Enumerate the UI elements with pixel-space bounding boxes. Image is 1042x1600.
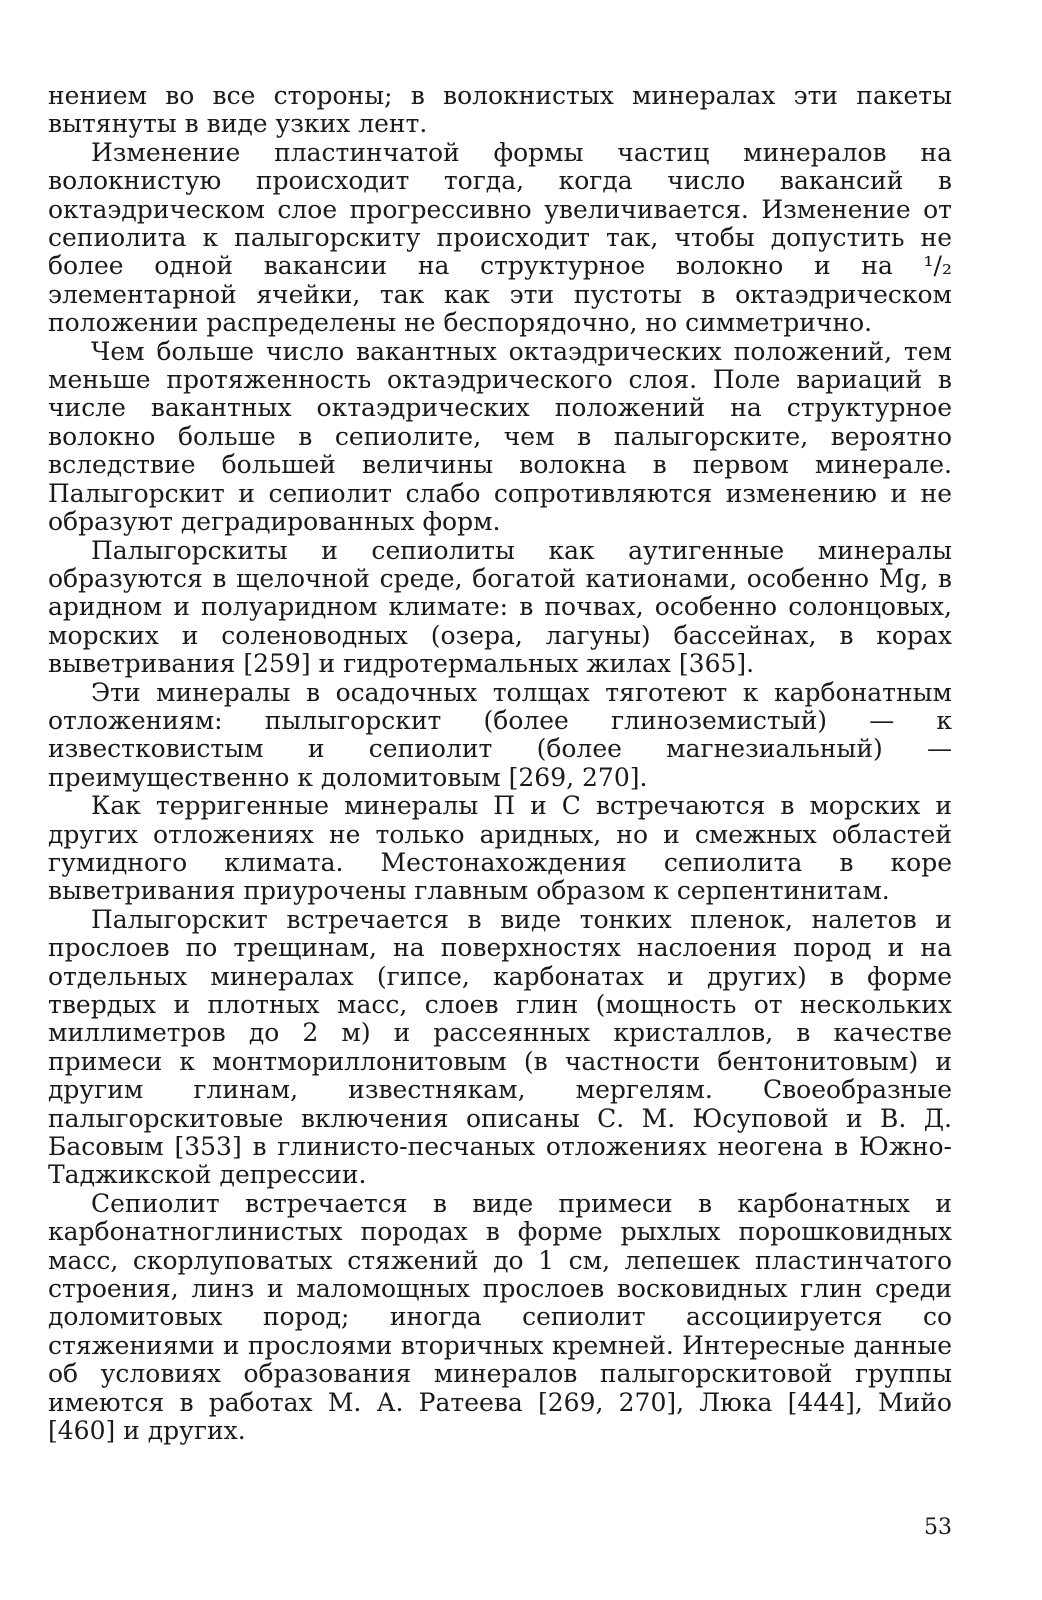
paragraph-sepiolite-occurrence: Сепиолит встречается в виде примеси в карбонатных и карбонатноглинистых породах в форме рыхлых порошковидных масс, скорлуповатых стяжений до 1 см, лепешек пластинчатого строения, линз и маломощных прослоев восковидных глин среди доломитовых пород; иногда сепиолит ассоциируется со стяжениями и прослоями вторичных кремней. Интересные данные об условиях образования минералов палыгорскитовой группы имеются в работах М. А. Ратеева [269, 270], Люка [444], Мийо [460] и других. [48,1188,952,1446]
page-number: 53 [924,1515,952,1540]
paragraph-continuation: нением во все стороны; в волокнистых минералах эти пакеты вытянуты в виде узких лент. [48,81,952,139]
paragraph-carbonate: Эти минералы в осадочных толщах тяготеют к карбонатным отложениям: пылыгорскит (более глиноземистый) — к известковистым и сепиолит (более магнезиальный) — преимущественно к доломитовым [269, 270]. [48,677,952,792]
paragraph-vacant-positions: Чем больше число вакантных октаэдрических положений, тем меньше протяженность октаэдрического слоя. Поле вариаций в числе вакантных октаэдрических положений на структурное волокно больше в сепиолите, чем в палыгорските, вероятно вследствие большей величины волокна в первом минерале. Палыгорскит и сепиолит слабо сопротивляются изменению и не образуют деградированных форм. [48,336,952,537]
paragraph-authigenic: Палыгорскиты и сепиолиты как аутигенные минералы образуются в щелочной среде, богатой катионами, особенно Mg, в аридном и полуаридном климате: в почвах, особенно солонцовых, морских и соленоводных (озера, лагуны) бассейнах, в корах выветривания [259] и гидротермальных жилах [365]. [48,535,952,679]
paragraph-palygorskite-occurrence: Палыгорскит встречается в виде тонких пленок, налетов и прослоев по трещинам, на поверхностях наслоения пород и на отдельных минералах (гипсе, карбонатах и других) в форме твердых и плотных масс, слоев глин (мощность от нескольких миллиметров до 2 м) и рассеянных кристаллов, в качестве примеси к монтмориллонитовым (в частности бентонитовым) и другим глинам, известнякам, мергелям. Своеобразные палыгорскитовые включения описаны С. М. Юсуповой и В. Д. Басовым [353] в глинисто-песчаных отложениях неогена в Южно-Таджикской депрессии. [48,904,952,1190]
paragraph-shape-change: Изменение пластинчатой формы частиц минералов на волокнистую происходит тогда, когда число вакансий в октаэдрическом слое прогрессивно увеличивается. Изменение от сепиолита к палыгорскиту происходит так, чтобы допустить не более одной вакансии на структурное волокно и на ¹/₂ элементарной ячейки, так как эти пустоты в октаэдрическом положении распределены не беспорядочно, но симметрично. [48,137,952,338]
page-body [48,82,952,1446]
paragraph-terrigenous: Как терригенные минералы П и С встречаются в морских и других отложениях не только аридных, но и смежных областей гумидного климата. Местонахождения сепиолита в коре выветривания приурочены главным образом к серпентинитам. [48,791,952,906]
